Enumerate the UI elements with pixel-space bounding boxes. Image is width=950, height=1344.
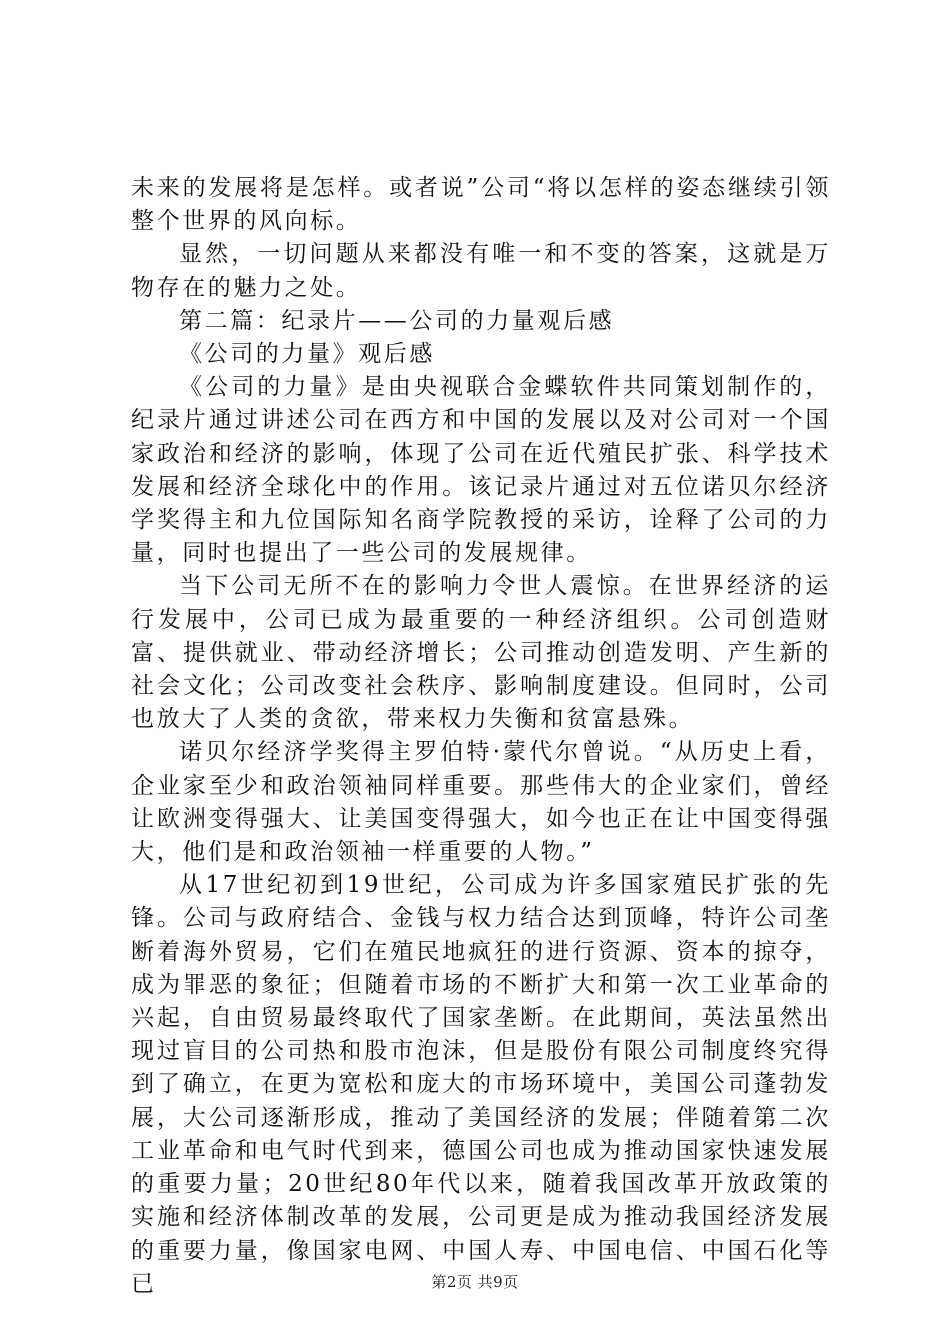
paragraph: 当下公司无所不在的影响力令世人震惊。在世界经济的运行发展中，公司已成为最重要的一种经济组织。公司创造财富、提供就业、带动经济增长；公司推动创造发明、产生新的社会文化；公司改变社会秩序、影响制度建设。但同时，公司也放大了人类的贪欲，带来权力失衡和贫富悬殊。 <box>131 573 831 733</box>
section-heading: 第二篇：纪录片——公司的力量观后感 <box>179 307 615 334</box>
paragraph: 从17世纪初到19世纪，公司成为许多国家殖民扩张的先锋。公司与政府结合、金钱与权力结合达到顶峰，特许公司垄断着海外贸易，它们在殖民地疯狂的进行资源、资本的掠夺，成为罪恶的象征；但随着市场的不断扩大和第一次工业革命的兴起，自由贸易最终取代了国家垄断。在此期间，英法虽然出现过盲目的公司热和股市泡沫，但是股份有限公司制度终究得到了确立，在更为宽松和庞大的市场环境中，美国公司蓬勃发展，大公司逐渐形成，推动了美国经济的发展；伴随着第二次工业革命和电气时代到来，德国公司也成为推动国家快速发展的重要力量；20世纪80年代以来，随着我国改革开放政策的实施和经济体制改革的发展，公司更是成为推动我国经济发展的重要力量，像国家电网、中国人寿、中国电信、中国石化等已 <box>131 872 831 1297</box>
paragraph-continuation: 未来的发展将是怎样。或者说”公司“将以怎样的姿态继续引领整个世界的风向标。 <box>131 175 831 235</box>
document-body <box>131 172 831 1301</box>
paragraph: 《公司的力量》是由央视联合金蝶软件共同策划制作的，纪录片通过讲述公司在西方和中国的发展以及对公司对一个国家政治和经济的影响，体现了公司在近代殖民扩张、科学技术发展和经济全球化中的作用。该记录片通过对五位诺贝尔经济学奖得主和九位国际知名商学院教授的采访，诠释了公司的力量，同时也提出了一些公司的发展规律。 <box>131 374 831 567</box>
paragraph-quote: 诺贝尔经济学奖得主罗伯特·蒙代尔曾说。“从历史上看，企业家至少和政治领袖同样重要。那些伟大的企业家们，曾经让欧洲变得强大、让美国变得强大，如今也正在让中国变得强大，他们是和政治领袖一样重要的人物。” <box>131 739 831 866</box>
page-number-footer: 第2页 共9页 <box>431 1273 519 1291</box>
paragraph: 显然，一切问题从来都没有唯一和不变的答案，这就是万物存在的魅力之处。 <box>131 241 831 301</box>
essay-title: 《公司的力量》观后感 <box>179 341 435 368</box>
